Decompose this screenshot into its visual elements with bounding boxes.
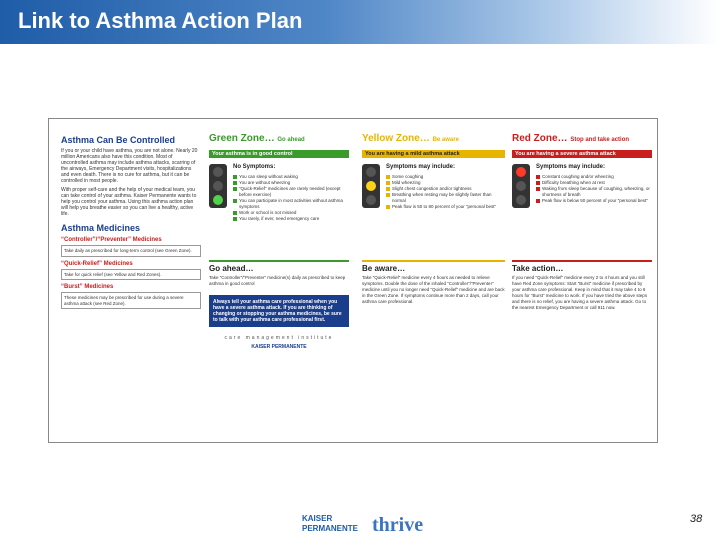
yellow-action-text: Take “Quick-Relief” medicine every 4 hours as needed to relieve symptoms. Double the dose of the inhaled “Controller”/“Preventer” medicine until you no longer need “Quick-Relief” medicine and are back in the Green Zone. If symptoms continue more than 2 days, call your asthma care professional. bbox=[362, 275, 505, 304]
slide-title: Link to Asthma Action Plan bbox=[18, 8, 303, 33]
cmi-logo-text: care management institute bbox=[224, 335, 334, 341]
column-yellow-zone bbox=[362, 119, 505, 443]
list-item: Difficulty breathing when at rest bbox=[536, 180, 652, 186]
green-zone-subtitle: Go ahead bbox=[277, 137, 305, 143]
thrive-logo: thrive bbox=[372, 514, 424, 536]
list-item: Constant coughing and/or wheezing bbox=[536, 174, 652, 180]
list-item: Waking from sleep because of coughing, wheezing, or shortness of breath bbox=[536, 186, 652, 198]
kaiser-logo-line1: KAISER bbox=[302, 514, 333, 523]
yellow-symptoms-list bbox=[386, 174, 502, 210]
red-zone-symptoms bbox=[512, 164, 652, 256]
yellow-zone-title: Yellow Zone… bbox=[362, 133, 430, 144]
red-symptoms-list bbox=[536, 174, 652, 204]
intro-paragraph-2: With proper self-care and the help of your medical team, you can take control of your asthma. Kaiser Permanente wants to help you control your asthma. Using this asthma action plan will help you breathe easier so you can live a healthy, active life. bbox=[61, 187, 197, 217]
quick-relief-text: Take for quick relief (see Yellow and Red Zones). bbox=[61, 269, 201, 281]
list-item: Peak flow is below 50 percent of your “personal best” bbox=[536, 198, 652, 204]
red-action-heading: Take action… bbox=[512, 260, 652, 273]
intro-paragraph: If you or your child have asthma, you are not alone. Nearly 20 million Americans also have this condition. Most of uncontrolled asthma may include asthma attacks, scarring of the airways, Emergency Department visits, hospitalizations and even death. There is no cure for asthma, but it can be controlled in most people. bbox=[61, 148, 198, 184]
yellow-action-heading: Be aware… bbox=[362, 260, 505, 273]
asthma-action-plan-image[interactable] bbox=[48, 118, 658, 443]
controller-text: Take daily as prescribed for long-term control (see Green Zone). bbox=[61, 245, 201, 257]
traffic-light-icon bbox=[362, 164, 380, 208]
yellow-zone-band: You are having a mild asthma attack bbox=[362, 150, 505, 158]
red-zone-title: Red Zone… bbox=[512, 133, 568, 144]
care-professional-note: Always tell your asthma care professional when you have a severe asthma attack. If you are thinking of changing or stopping your asthma medicines, be sure to talk with your asthma care professional first. bbox=[209, 295, 349, 327]
green-action-text: Take “Controller”/“Preventer” medicine(s) daily as prescribed to keep asthma in good control bbox=[209, 275, 346, 286]
list-item: You can sleep without waking bbox=[233, 174, 349, 180]
list-item: You can participate in most activities without asthma symptoms bbox=[233, 198, 349, 210]
list-item: Peak flow is 50 to 80 percent of your “personal best” bbox=[386, 204, 502, 210]
red-zone-band: You are having a severe asthma attack bbox=[512, 150, 652, 158]
list-item: Work or school is not missed bbox=[233, 210, 349, 216]
burst-text: These medicines may be prescribed for use during a severe asthma attack (see Red Zone). bbox=[61, 292, 201, 309]
heading-asthma-controlled: Asthma Can Be Controlled bbox=[61, 135, 176, 145]
yellow-symptoms-heading: Symptoms may include: bbox=[386, 164, 456, 170]
green-action-heading: Go ahead… bbox=[209, 260, 349, 273]
green-zone-band: Your asthma is in good control bbox=[209, 150, 349, 158]
red-action-text: If you need “Quick-Relief” medicine every 2 to 4 hours and you still have Red Zone symptoms: Start “Burst” medicine if prescribed by your asthma care professional. Keep in mind that it may take 4 to 6 hours for “Burst” medicine to work. If you have tried the above steps and there is no relief, you are having a severe asthma attack. Go to the nearest Emergency Department or call 911 now. bbox=[512, 275, 648, 310]
traffic-light-icon bbox=[512, 164, 530, 208]
green-symptoms-heading: No Symptoms: bbox=[233, 164, 276, 170]
page-number: 38 bbox=[690, 513, 703, 525]
list-item: You rarely, if ever, need emergency care bbox=[233, 216, 349, 222]
traffic-light-icon bbox=[209, 164, 227, 208]
heading-asthma-medicines: Asthma Medicines bbox=[61, 223, 141, 233]
yellow-zone-symptoms bbox=[362, 164, 505, 256]
column-red-zone bbox=[512, 119, 652, 443]
list-item: “Quick-Relief” medicines are rarely needed (except before exercise) bbox=[233, 186, 349, 198]
red-zone-subtitle: Stop and take action bbox=[570, 137, 630, 143]
list-item: Mild wheezing bbox=[386, 180, 502, 186]
green-zone-symptoms bbox=[209, 164, 349, 256]
green-zone-title: Green Zone… bbox=[209, 133, 275, 144]
list-item: Some coughing bbox=[386, 174, 502, 180]
column-intro bbox=[61, 119, 201, 443]
green-zone-heading bbox=[209, 133, 349, 144]
quick-relief-title: “Quick-Relief” Medicines bbox=[61, 260, 133, 267]
list-item: You are without wheezing bbox=[233, 180, 349, 186]
controller-title: “Controller”/“Preventer” Medicines bbox=[61, 237, 162, 243]
red-symptoms-heading: Symptoms may include: bbox=[536, 164, 606, 170]
list-item: Slight chest congestion and/or tightness bbox=[386, 186, 502, 192]
kp-logo-text: KAISER PERMANENTE bbox=[251, 344, 307, 350]
red-zone-heading bbox=[512, 133, 652, 144]
green-symptoms-list bbox=[233, 174, 349, 222]
burst-title: “Burst” Medicines bbox=[61, 284, 114, 290]
yellow-zone-subtitle: Be aware bbox=[432, 137, 459, 143]
column-green-zone bbox=[209, 119, 349, 443]
list-item: Breathing when resting may be slightly faster than normal bbox=[386, 192, 502, 204]
yellow-zone-heading bbox=[362, 133, 505, 144]
title-bar bbox=[0, 0, 720, 44]
kaiser-logo-line2: PERMANENTE bbox=[302, 524, 359, 533]
